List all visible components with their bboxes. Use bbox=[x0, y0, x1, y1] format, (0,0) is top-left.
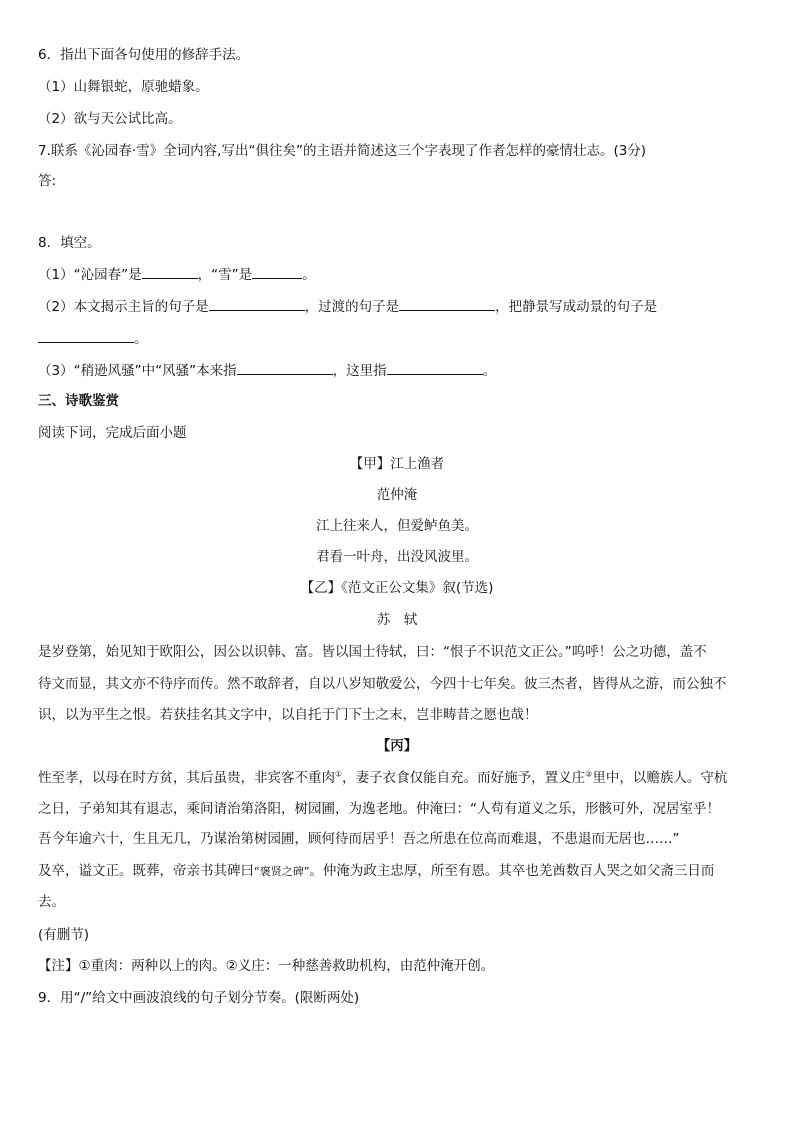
q7-title: 7.联系《沁园春·雪》全词内容,写出“俱往矣”的主语并简述这三个字表现了作者怎样的豪情壮志。(3分) bbox=[38, 143, 647, 159]
answer-blank[interactable] bbox=[237, 362, 333, 375]
q8-item-2-text-b: ，过渡的句子是 bbox=[304, 299, 400, 315]
q6-item-2: （2）欲与天公试比高。 bbox=[38, 111, 182, 127]
passage-bing-line-2: 之日，子弟知其有退志，乘间请治第洛阳，树园圃，为逸老地。仲淹曰：“人苟有道义之乐，形骸可外，况居室乎！ bbox=[38, 801, 720, 817]
q8-item-3 bbox=[38, 362, 756, 380]
poem-jia-title: 【甲】江上渔者 bbox=[349, 456, 445, 472]
passage-bing-title: 【丙】 bbox=[376, 738, 418, 754]
answer-blank[interactable] bbox=[387, 362, 483, 375]
answer-blank[interactable] bbox=[252, 266, 302, 279]
q8-item-1-text-b: ，“雪”是 bbox=[197, 267, 253, 283]
answer-blank[interactable] bbox=[399, 298, 495, 311]
passage-bing-text: 。仲淹为政主忠厚，所至有恩。其卒也羌酋数百人哭之如父斋三日而 bbox=[309, 863, 715, 879]
passage-bing-text: 性至孝，以母在时方贫，其后虽贵，非宾客不重肉 bbox=[38, 770, 335, 786]
passage-bing-line-1 bbox=[38, 769, 756, 787]
passage-yi-line-2: 待文而显，其文亦不待序而传。然不敢辞者，自以八岁知敬爱公，今四十七年矣。彼三杰者，皆得从之游，而公独不 bbox=[38, 676, 727, 692]
answer-blank[interactable] bbox=[209, 298, 305, 311]
footnote-marker-1: ① bbox=[335, 769, 343, 779]
footnote-marker-2: ② bbox=[585, 769, 593, 779]
q8-item-3-text-a: （3）“稍逊风骚”中“风骚”本来指 bbox=[38, 363, 237, 379]
passage-bing-line-3: 吾今年逾六十，生且无几，乃谋治第树园圃，顾何待而居乎！吾之所患在位高而难退，不患退而无居也……” bbox=[38, 831, 680, 847]
passage-yi-title: 【乙】《范文正公文集》叙(节选) bbox=[300, 580, 494, 596]
q8-item-2-text-a: （2）本文揭示主旨的句子是 bbox=[38, 299, 209, 315]
inscription-quote: “褒贤之碑” bbox=[254, 865, 310, 878]
passage-bing-text: 及卒，谥文正。既葬，帝亲书其碑曰 bbox=[38, 863, 254, 879]
annotation-note: 【注】①重肉：两种以上的肉。②义庄：一种慈善救助机构，由范仲淹开创。 bbox=[38, 958, 495, 974]
q8-item-3-text-c: 。 bbox=[482, 363, 497, 379]
answer-blank[interactable] bbox=[38, 330, 134, 343]
passage-yi-line-3: 识，以为平生之恨。若获挂名其文字中，以自托于门下士之末，岂非畴昔之愿也哉！ bbox=[38, 707, 538, 723]
q8-item-2-text-c: ，把静景写成动景的句子是 bbox=[495, 299, 658, 315]
passage-bing-text: 里中，以赡族人。守杭 bbox=[592, 770, 728, 786]
q9-title: 9．用“/”给文中画波浪线的句子划分节奏。(限断两处) bbox=[38, 990, 360, 1006]
section-instruction: 阅读下词，完成后面小题 bbox=[38, 425, 187, 441]
q8-title: 8．填空。 bbox=[38, 235, 101, 251]
section-heading-poetry: 三、诗歌鉴赏 bbox=[38, 393, 119, 409]
q8-item-2-continuation bbox=[38, 330, 756, 348]
q8-item-2-text-d: 。 bbox=[134, 331, 148, 347]
poem-jia-line-1: 江上往来人，但爱鲈鱼美。 bbox=[316, 518, 478, 534]
q8-item-3-text-b: ，这里指 bbox=[332, 363, 387, 379]
passage-bing-text: ，妻子衣食仅能自充。而好施予，置义庄 bbox=[342, 770, 586, 786]
abridged-note: (有删节) bbox=[38, 927, 90, 943]
passage-bing-line-4 bbox=[38, 862, 756, 881]
answer-blank[interactable] bbox=[142, 266, 198, 279]
q8-item-2 bbox=[38, 298, 756, 316]
q8-item-1 bbox=[38, 266, 756, 284]
passage-yi-line-1: 是岁登第，始见知于欧阳公，因公以识韩、富。皆以国士待轼，曰：“恨子不识范文正公。”呜呼！公之功德，盖不 bbox=[38, 644, 707, 660]
poem-jia-line-2: 君看一叶舟，出没风波里。 bbox=[316, 549, 478, 565]
q7-answer-label: 答: bbox=[38, 173, 57, 189]
passage-bing-line-5: 去。 bbox=[38, 894, 65, 910]
q6-title: 6．指出下面各句使用的修辞手法。 bbox=[38, 47, 250, 63]
poem-jia-author: 范仲淹 bbox=[376, 487, 418, 503]
q8-item-1-text-a: （1）“沁园春”是 bbox=[38, 267, 142, 283]
passage-yi-author: 苏 轼 bbox=[376, 612, 418, 628]
q8-item-1-text-c: 。 bbox=[302, 267, 316, 283]
q6-item-1: （1）山舞银蛇，原驰蜡象。 bbox=[38, 79, 209, 95]
